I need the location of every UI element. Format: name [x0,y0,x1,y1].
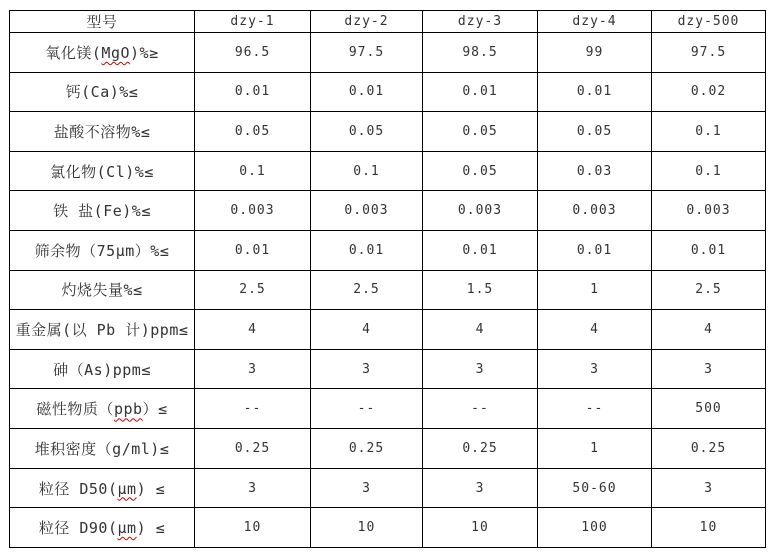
spec-value-cell: 2.5 [652,270,766,310]
column-header-dzy-4: dzy-4 [538,11,652,33]
spec-value-cell: 3 [195,468,311,508]
spec-value-cell: 10 [195,508,311,548]
spec-value-cell: 0.1 [652,112,766,152]
column-header-dzy-2: dzy-2 [311,11,423,33]
spec-value-cell: 0.05 [423,112,538,152]
spec-value-cell: 0.25 [423,429,538,469]
row-label [10,468,195,508]
table-row [10,508,766,548]
spec-value-cell: 1 [538,429,652,469]
spec-value-cell: 97.5 [652,33,766,73]
row-label-misspelled-text: ppb [113,400,143,419]
spec-value-cell: 4 [195,310,311,350]
row-label-suffix: ) ≤ [136,479,166,498]
spec-value-cell: 3 [423,349,538,389]
row-label [10,191,195,231]
table-row [10,270,766,310]
spec-value-cell: -- [311,389,423,429]
row-label-suffix: )%≥ [130,43,159,62]
row-label-text: 筛余物（75μm）%≤ [34,241,170,260]
row-label-text: 重金属(以 Pb 计)ppm≤ [15,321,189,340]
row-label-suffix: ）≤ [142,400,168,419]
spec-value-cell: 0.003 [195,191,311,231]
spec-value-cell: 3 [652,468,766,508]
spec-value-cell: 1 [538,270,652,310]
spec-value-cell: 0.01 [423,231,538,271]
table-row [10,429,766,469]
spec-value-cell: 3 [311,349,423,389]
spec-value-cell: 10 [423,508,538,548]
spec-value-cell: 10 [311,508,423,548]
table-row [10,231,766,271]
row-label-text: 氯化物(Cl)%≤ [50,162,154,181]
column-header-dzy-1: dzy-1 [195,11,311,33]
spec-value-cell: 0.25 [652,429,766,469]
spec-value-cell: 2.5 [195,270,311,310]
row-label-text: 氧化镁( [45,43,102,62]
spec-value-cell: 0.25 [311,429,423,469]
spec-value-cell: 0.25 [195,429,311,469]
spec-value-cell: 0.01 [423,72,538,112]
row-label [10,429,195,469]
spec-value-cell: 0.05 [311,112,423,152]
row-label [10,33,195,73]
spec-value-cell: 4 [423,310,538,350]
row-label [10,389,195,429]
row-label-text: 灼烧失量%≤ [61,281,143,300]
spec-value-cell: 0.01 [195,231,311,271]
spec-value-cell: 10 [652,508,766,548]
spec-value-cell: 98.5 [423,33,538,73]
spec-value-cell: 0.1 [311,151,423,191]
row-label-text: 盐酸不溶物%≤ [53,123,151,142]
spec-value-cell: 4 [311,310,423,350]
table-row [10,72,766,112]
column-header-dzy-500: dzy-500 [652,11,766,33]
spec-value-cell: 0.003 [423,191,538,231]
spec-value-cell: 50-60 [538,468,652,508]
spec-value-cell: 0.05 [195,112,311,152]
table-row [10,389,766,429]
row-label-text: 钙(Ca)%≤ [65,83,139,102]
table-row [10,191,766,231]
table-row [10,349,766,389]
spec-value-cell: -- [538,389,652,429]
row-label [10,310,195,350]
row-label-misspelled-text: μm [117,479,137,498]
column-header-dzy-3: dzy-3 [423,11,538,33]
spec-value-cell: 3 [538,349,652,389]
row-label-text: 砷（As)ppm≤ [53,360,151,379]
spec-value-cell: 3 [423,468,538,508]
spec-value-cell: 0.01 [311,231,423,271]
spec-value-cell: 100 [538,508,652,548]
spec-value-cell: 4 [652,310,766,350]
spec-value-cell: 0.02 [652,72,766,112]
spec-value-cell: 500 [652,389,766,429]
spec-value-cell: 0.1 [652,151,766,191]
spec-value-cell: 2.5 [311,270,423,310]
spec-value-cell: 0.05 [423,151,538,191]
spec-value-cell: 0.003 [538,191,652,231]
spec-value-cell: 96.5 [195,33,311,73]
table-row [10,112,766,152]
spec-value-cell: -- [423,389,538,429]
spec-value-cell: 3 [311,468,423,508]
row-label [10,72,195,112]
table-row [10,468,766,508]
row-label [10,231,195,271]
table-header-row [10,11,766,33]
spec-value-cell: 99 [538,33,652,73]
row-label-text: 堆积密度（g/ml)≤ [34,439,170,458]
spec-value-cell: 0.01 [538,231,652,271]
spec-table-container [9,10,765,548]
row-label-text: 粒径 D90( [38,519,118,538]
row-label [10,508,195,548]
spec-table-body [10,33,766,548]
spec-value-cell: 0.05 [538,112,652,152]
column-header-model: 型号 [10,11,195,33]
row-label [10,151,195,191]
row-label-text: 粒径 D50( [38,479,118,498]
spec-value-cell: 0.01 [311,72,423,112]
row-label-misspelled-text: μm [117,519,137,538]
spec-value-cell: 0.01 [195,72,311,112]
spec-value-cell: 0.01 [652,231,766,271]
row-label [10,112,195,152]
spec-value-cell: 0.03 [538,151,652,191]
row-label-text: 磁性物质（ [36,400,114,419]
spec-value-cell: 0.01 [538,72,652,112]
spec-value-cell: 1.5 [423,270,538,310]
row-label [10,270,195,310]
spec-value-cell: 0.1 [195,151,311,191]
spec-value-cell: 3 [195,349,311,389]
spec-value-cell: 4 [538,310,652,350]
row-label-misspelled-text: MgO [101,43,131,62]
row-label-suffix: ) ≤ [136,519,166,538]
spec-value-cell: 97.5 [311,33,423,73]
spec-value-cell: 0.003 [652,191,766,231]
table-row [10,310,766,350]
spec-value-cell: 3 [652,349,766,389]
row-label [10,349,195,389]
table-row [10,33,766,73]
spec-value-cell: 0.003 [311,191,423,231]
table-row [10,151,766,191]
spec-table [9,10,766,548]
row-label-text: 铁 盐(Fe)%≤ [53,202,151,221]
spec-value-cell: -- [195,389,311,429]
